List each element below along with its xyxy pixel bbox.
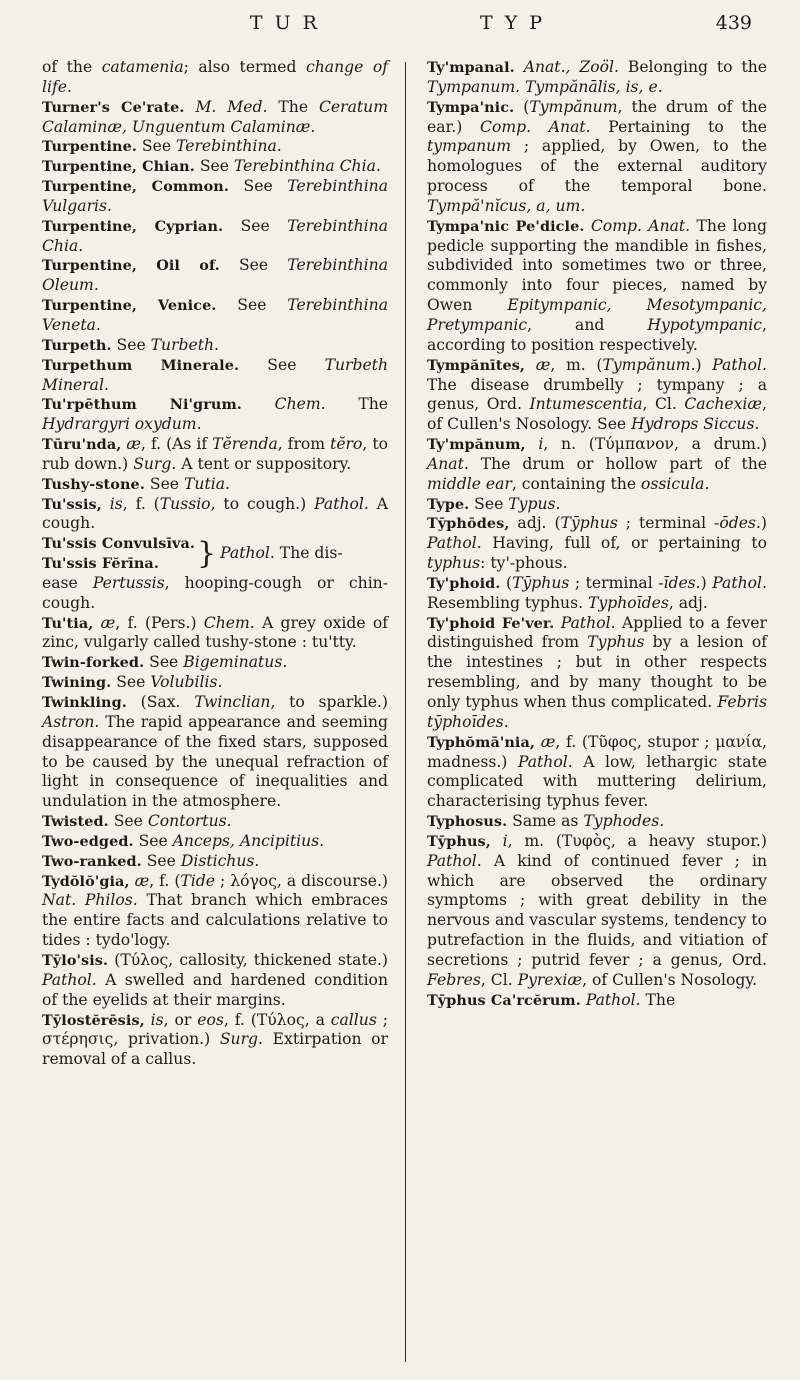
left-entry	[42, 177, 388, 217]
headword: Tȳlo'sis.	[42, 951, 109, 969]
definition: (Sax. Twinclian, to sparkle.) Astron. The rapid appearance and seeming disappearance of the fixed stars, supposed to be caused by the unequal refraction of light in consequence of inequalities and undulation in the atmosphere.	[42, 693, 388, 811]
left-entry	[42, 653, 388, 673]
page-number: 439	[715, 12, 752, 34]
right-entry	[427, 614, 767, 733]
definition: See Typus.	[469, 494, 561, 513]
left-entry	[42, 693, 388, 812]
left-entry	[42, 852, 388, 872]
headword: Turpethum Minerale.	[42, 356, 240, 374]
definition: æ, f. (As if Tĕrenda, from tĕro, to rub down.) Surg. A tent or suppository.	[42, 435, 388, 473]
left-entry	[42, 98, 388, 138]
headword: Ty'mpănum,	[427, 436, 526, 454]
headword: Tȳphōdes,	[427, 515, 510, 533]
definition: (Tympănum, the drum of the ear.) Comp. Anat. Pertaining to the tympanum ; applied, by Owen, to the homologues of the external auditory process of the temporal bone. Tympă'nĭcus, a, um.	[427, 97, 767, 215]
headword: Tu'rpēthum Ni'grum.	[42, 396, 242, 414]
headword: Turpentine, Cyprian.	[42, 217, 224, 235]
headword: Turpentine.	[42, 138, 137, 156]
definition: adj. (Tȳphus ; terminal -ōdes.) Pathol. Having, full of, or pertaining to typhus: ty'-phous.	[427, 514, 767, 573]
headword: Turpeth.	[42, 336, 112, 354]
headword: Tu'ssis Fĕrīna.	[42, 555, 159, 573]
right-entry	[427, 495, 767, 515]
right-entry	[427, 514, 767, 574]
headword: Turpentine, Chian.	[42, 158, 195, 176]
definition: See Contortus.	[108, 812, 232, 831]
definition: See Tutia.	[144, 474, 230, 493]
headword: Ty'phoid Fe'ver.	[427, 614, 555, 632]
definition: i, n. (Τύμπανον, a drum.) Anat. The drum or hollow part of the middle ear, containing the ossicula.	[427, 435, 767, 493]
left-entry	[42, 475, 388, 495]
definition: See Terebinthina Chia.	[194, 157, 381, 176]
definition: See Turbeth Mineral.	[42, 355, 388, 394]
column-divider	[405, 62, 406, 1362]
definition: is, f. (Tussio, to cough.) Pathol. A cough.	[42, 494, 388, 533]
right-column	[427, 58, 767, 1011]
right-entry	[427, 58, 767, 98]
headword: Two-edged.	[42, 832, 134, 850]
right-entry	[427, 356, 767, 435]
left-entry	[42, 495, 388, 535]
definition: See Bigeminatus.	[144, 653, 288, 672]
right-entry	[427, 98, 767, 217]
headword: Tu'tia,	[42, 614, 94, 632]
left-entry	[42, 832, 388, 852]
left-entry	[42, 554, 195, 574]
left-entry	[42, 336, 388, 356]
definition: Same as Typhodes.	[507, 812, 665, 831]
right-entry	[427, 574, 767, 614]
running-header-right: T Y P	[480, 12, 546, 34]
headword: Twining.	[42, 674, 112, 692]
left-entry	[42, 256, 388, 296]
definition: Chem. The Hydrargyri oxydum.	[42, 395, 388, 434]
right-entry	[427, 991, 767, 1011]
headword: Twisted.	[42, 813, 109, 831]
definition: (Τύλος, callosity, thickened state.) Pathol. A swelled and hardened condition of the eyelids at their margins.	[42, 950, 388, 1009]
left-entry	[42, 614, 388, 654]
headword: Tu'ssis Convulsīva.	[42, 535, 196, 553]
headword: Tu'ssis,	[42, 495, 102, 513]
left-entry	[42, 1011, 388, 1071]
definition: Comp. Anat. The long pedicle supporting the mandible in fishes, subdivided into sometimes two or three, commonly into four pieces, named by Owen Epitympanic, Mesotympanic, Pretympanic, and Hypotympanic, according to position respectively.	[427, 216, 767, 354]
headword: Turpentine, Common.	[42, 178, 229, 196]
definition: M. Med. The Ceratum Calaminæ, Unguentum Calaminæ.	[42, 97, 388, 136]
headword: Tydŏlŏ'gia,	[42, 872, 130, 890]
headword: Tympa'nic.	[427, 98, 515, 116]
headword: Tȳlostĕrēsis,	[42, 1011, 145, 1029]
right-entry	[427, 812, 767, 832]
brace-definition: Pathol. The dis-	[220, 544, 343, 563]
headword: Tūru'nda,	[42, 436, 122, 454]
left-entry	[42, 812, 388, 832]
left-entry	[42, 296, 388, 336]
definition: Pathol. Applied to a fever distinguished from Typhus by a lesion of the intestines ; but in other respects resembling, and by many thought to be only typhus when thus complicated. Febris tȳphoīdes.	[427, 613, 767, 731]
definition: ease Pertussis, hooping-cough or chin-cough.	[42, 573, 388, 612]
headword: Twin-forked.	[42, 654, 145, 672]
definition: Anat., Zoöl. Belonging to the Tympanum. Tympănālis, is, e.	[427, 58, 767, 96]
left-entry	[42, 872, 388, 951]
headword: Tympa'nic Pe'dicle.	[427, 217, 585, 235]
headword: Tympănītes,	[427, 356, 526, 374]
definition: See Volubilis.	[111, 673, 223, 692]
headword: Tȳphus,	[427, 832, 491, 850]
definition: See Terebinthina.	[136, 137, 282, 156]
left-entry	[42, 574, 388, 614]
definition: See Terebinthina Vulgaris.	[42, 177, 389, 215]
definition: æ, f. (Pers.) Chem. A grey oxide of zinc, vulgarly called tushy-stone : tu'tty.	[42, 613, 388, 652]
headword: Typhŏmā'nia,	[427, 733, 536, 751]
definition: æ, f. (Τῦφος, stupor ; μανία, madness.) Pathol. A low, lethargic state complicated with muttering delirium, characterising typhus fever.	[427, 732, 767, 811]
headword: Type.	[427, 495, 470, 513]
left-entry	[42, 951, 388, 1011]
definition: æ, m. (Tympănum.) Pathol. The disease drumbelly ; tympany ; a genus, Ord. Intumescentia, Cl. Cachexiæ, of Cullen's Nosology. See Hydrops Siccus.	[427, 355, 767, 434]
headword: Tushy-stone.	[42, 475, 145, 493]
left-entry	[42, 395, 388, 435]
definition: (Tȳphus ; terminal -īdes.) Pathol. Resembling typhus. Typhoīdes, adj.	[427, 573, 767, 612]
brace-group	[42, 534, 388, 574]
running-header-left: T U R	[249, 12, 320, 34]
headword: Two-ranked.	[42, 852, 142, 870]
headword: Tȳphus Ca'rcĕrum.	[427, 991, 581, 1009]
headword: Typhosus.	[427, 813, 508, 831]
right-entry	[427, 217, 767, 356]
definition: of the catamenia; also termed change of life.	[42, 58, 388, 96]
headword: Turpentine, Oil of.	[42, 257, 220, 275]
definition: See Distichus.	[141, 851, 260, 870]
definition: See Terebinthina Chia.	[42, 216, 388, 255]
definition: See Turbeth.	[111, 335, 220, 354]
left-entry	[42, 534, 195, 554]
definition: See Terebinthina Veneta.	[42, 296, 388, 334]
definition: is, or eos, f. (Τύλος, a callus ; στέρησις, privation.) Surg. Extirpation or removal of a callus.	[42, 1010, 388, 1069]
left-entry	[42, 356, 388, 396]
headword: Ty'phoid.	[427, 574, 501, 592]
definition: Pathol. The	[585, 990, 676, 1009]
definition: See Terebinthina Oleum.	[42, 256, 388, 295]
headword: Twinkling.	[42, 694, 127, 711]
right-entry	[427, 435, 767, 495]
left-column	[42, 58, 388, 1070]
left-entry	[42, 673, 388, 693]
definition: æ, f. (Tide ; λόγος, a discourse.) Nat. Philos. That branch which embraces the entire facts and calculations relative to tides : tydo'logy.	[42, 871, 388, 950]
definition: See Anceps, Ancipitius.	[133, 831, 325, 850]
left-entry	[42, 157, 388, 177]
right-entry	[427, 832, 767, 991]
right-entry	[427, 733, 767, 812]
definition: i, m. (Τυφὸς, a heavy stupor.) Pathol. A kind of continued fever ; in which are observed the ordinary symptoms ; with great debility in the nervous and vascular systems, tendency to putrefaction in the fluids, and vitiation of secretions ; putrid fever ; a genus, Ord. Febres, Cl. Pyrexiæ, of Cullen's Nosology.	[427, 831, 767, 989]
brace-glyph: }	[197, 536, 217, 572]
left-entry	[42, 217, 388, 257]
headword: Turner's Ce'rate.	[42, 98, 185, 116]
headword: Turpentine, Venice.	[42, 297, 217, 315]
left-entry	[42, 137, 388, 157]
left-entry	[42, 435, 388, 475]
headword: Ty'mpanal.	[427, 59, 515, 76]
left-entry	[42, 58, 388, 98]
